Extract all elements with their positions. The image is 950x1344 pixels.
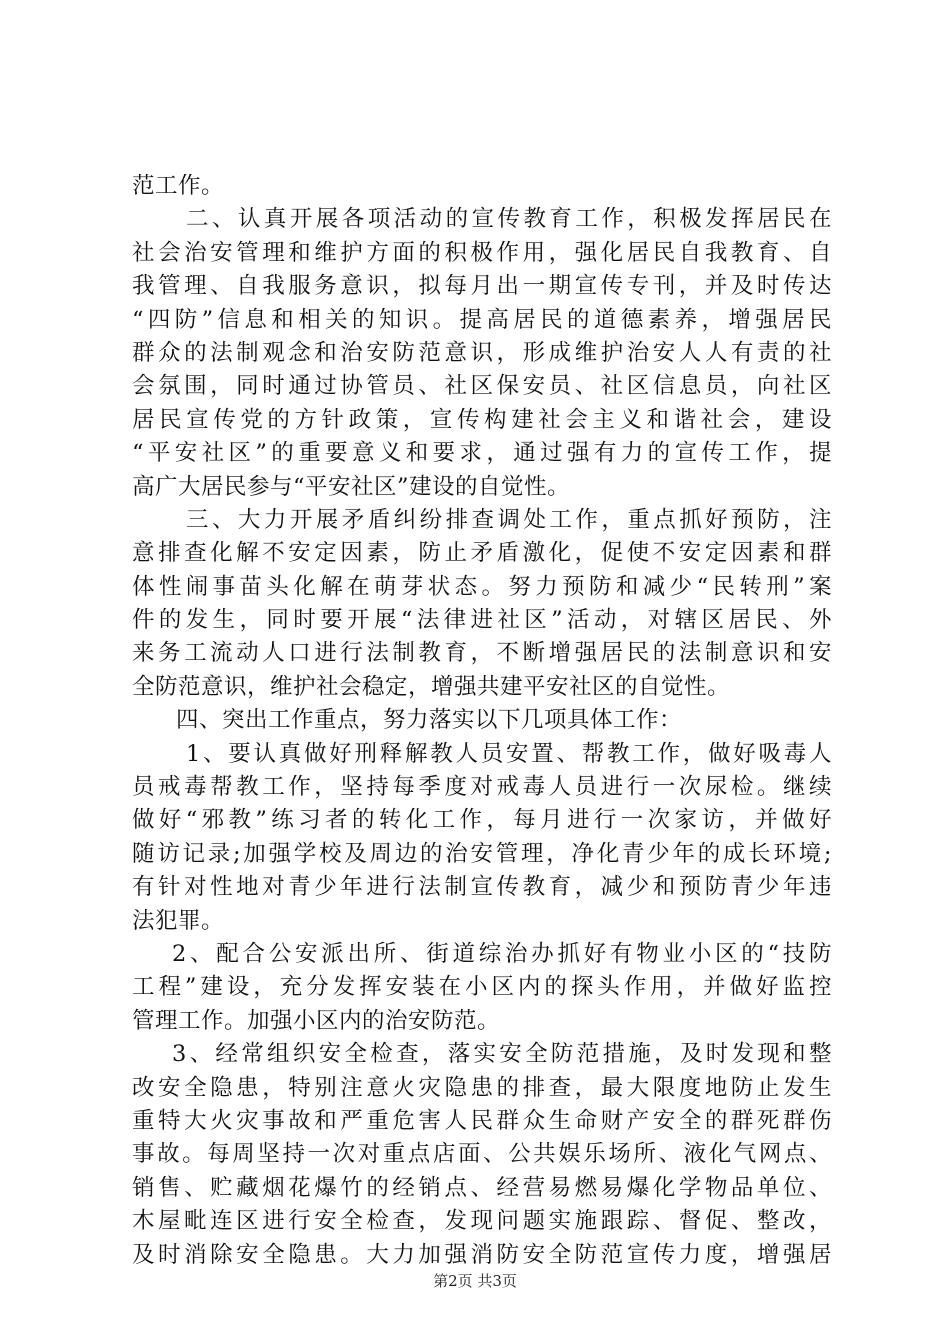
text-line: 范工作。 [132, 173, 225, 199]
text-line: 意排查化解不安定因素，防止矛盾激化，促使不安定因素和群 [132, 540, 832, 567]
text-line: 法犯罪。 [132, 907, 225, 934]
text-line: 2、配合公安派出所、街道综治办抓好有物业小区的“技防 [172, 940, 832, 967]
text-line: 全防范意识，维护社会稳定，增强共建平安社区的自觉性。 [132, 673, 731, 700]
text-line: 社会治安管理和维护方面的积极作用，强化居民自我教育、自 [132, 239, 832, 266]
text-line: 改安全隐患，特别注意火灾隐患的排查，最大限度地防止发生 [132, 1074, 832, 1101]
text-line: 销售、贮藏烟花爆竹的经销点、经营易燃易爆化学物品单位、 [132, 1174, 832, 1201]
text-line: 重特大火灾事故和严重危害人民群众生命财产安全的群死群伤 [132, 1107, 832, 1134]
document-body [132, 170, 832, 1272]
text-line: 事故。每周坚持一次对重点店面、公共娱乐场所、液化气网点、 [132, 1141, 832, 1168]
text-line: 三、大力开展矛盾纠纷排查调处工作，重点抓好预防，注 [186, 506, 832, 533]
text-line: 居民宣传党的方针政策，宣传构建社会主义和谐社会，建设 [132, 406, 832, 433]
text-line: 我管理、自我服务意识，拟每月出一期宣传专刊，并及时传达 [132, 273, 832, 300]
text-line: 员戒毒帮教工作，坚持每季度对戒毒人员进行一次尿检。继续 [132, 774, 832, 801]
text-line: “平安社区”的重要意义和要求，通过强有力的宣传工作，提 [132, 440, 832, 467]
text-line: 3、经常组织安全检查，落实安全防范措施，及时发现和整 [172, 1041, 832, 1068]
page-footer: 第2页 共3页 [433, 1272, 517, 1290]
text-line: 随访记录;加强学校及周边的治安管理，净化青少年的成长环境; [132, 840, 832, 867]
text-line: 1、要认真做好刑释解教人员安置、帮教工作，做好吸毒人 [186, 740, 832, 767]
text-line: 工程”建设，充分发挥安装在小区内的探头作用，并做好监控 [132, 974, 832, 1001]
text-line: 四、突出工作重点，努力落实以下几项具体工作： [176, 707, 683, 734]
text-line: 管理工作。加强小区内的治安防范。 [132, 1007, 501, 1034]
text-line: 及时消除安全隐患。大力加强消防安全防范宣传力度，增强居 [132, 1241, 832, 1268]
text-line: 做好“邪教”练习者的转化工作，每月进行一次家访，并做好 [132, 807, 832, 834]
text-line: 有针对性地对青少年进行法制宣传教育，减少和预防青少年违 [132, 874, 832, 901]
text-line: 会氛围，同时通过协管员、社区保安员、社区信息员，向社区 [132, 373, 832, 400]
text-line: 来务工流动人口进行法制教育，不断增强居民的法制意识和安 [132, 640, 832, 667]
text-line: 木屋毗连区进行安全检查，发现问题实施跟踪、督促、整改， [132, 1208, 832, 1235]
text-line: 二、认真开展各项活动的宣传教育工作，积极发挥居民在 [186, 206, 832, 233]
text-line: 群众的法制观念和治安防范意识，形成维护治安人人有责的社 [132, 339, 832, 366]
text-line: 体性闹事苗头化解在萌芽状态。努力预防和减少“民转刑”案 [132, 573, 832, 600]
text-line: 件的发生，同时要开展“法律进社区”活动，对辖区居民、外 [132, 607, 832, 634]
text-line: 高广大居民参与“平安社区”建设的自觉性。 [132, 473, 571, 500]
text-line: “四防”信息和相关的知识。提高居民的道德素养，增强居民 [132, 306, 832, 333]
